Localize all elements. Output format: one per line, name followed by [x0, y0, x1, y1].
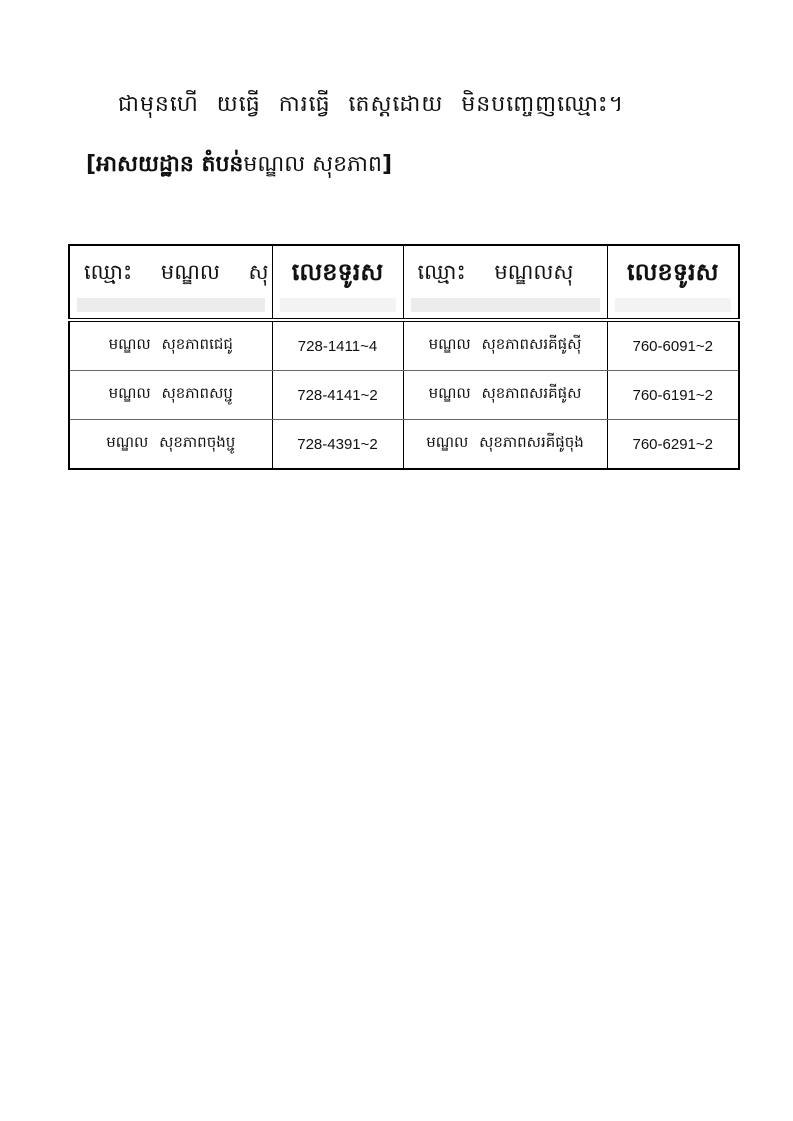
- header-name-right: [403, 245, 607, 320]
- table-header-row: [69, 245, 739, 320]
- header-name-left-label: ឈ្មោះ មណ្ឌល សុ: [84, 260, 269, 284]
- health-center-contacts-table: [68, 244, 740, 470]
- header-phone-right: [607, 245, 739, 320]
- center-name-cell: មណ្ឌល សុខភាពសរគីផូស៊ី: [403, 320, 607, 371]
- section-title-bold: អាសយដ្ឋាន តំបន់: [96, 152, 244, 177]
- header-shade: [411, 298, 600, 312]
- table-row: [69, 320, 739, 371]
- center-name-cell: មណ្ឌល សុខភាពសរគីផូស: [403, 371, 607, 420]
- header-shade: [77, 298, 265, 312]
- intro-text: ជាមុនហើ យធ្វើ ការធ្វើ តេស្តដោយ មិនបញ្ចេញឈ្មោះ។: [118, 92, 625, 117]
- header-name-left: [69, 245, 272, 320]
- header-shade: [615, 298, 732, 312]
- section-title-normal: មណ្ឌល សុខភាព: [243, 152, 382, 177]
- header-shade: [280, 298, 396, 312]
- header-phone-left-label: លេខទូរស: [291, 258, 384, 286]
- section-bracket-close: ]: [381, 152, 393, 177]
- table-row: [69, 371, 739, 420]
- header-phone-right-label: លេខទូរស: [627, 258, 719, 286]
- center-name-cell: មណ្ឌល សុខភាពសរគីផូចុង: [403, 420, 607, 470]
- phone-number-cell: 760-6291~2: [607, 420, 739, 470]
- phone-number-cell: 760-6091~2: [607, 320, 739, 371]
- section-bracket-open: [: [86, 152, 97, 177]
- center-name-cell: មណ្ឌល សុខភាពជេជូ: [69, 320, 272, 371]
- center-name-cell: មណ្ឌល សុខភាពចុងប្ជូ: [69, 420, 272, 470]
- header-phone-left: [272, 245, 403, 320]
- center-name-cell: មណ្ឌល សុខភាពសប្ជូ: [69, 371, 272, 420]
- phone-number-cell: 728-4391~2: [272, 420, 403, 470]
- section-title: [86, 150, 392, 182]
- phone-number-cell: 760-6191~2: [607, 371, 739, 420]
- phone-number-cell: 728-1411~4: [272, 320, 403, 371]
- phone-number-cell: 728-4141~2: [272, 371, 403, 420]
- header-name-right-label: ឈ្មោះ មណ្ឌលសុ: [417, 260, 574, 284]
- table-row: [69, 420, 739, 470]
